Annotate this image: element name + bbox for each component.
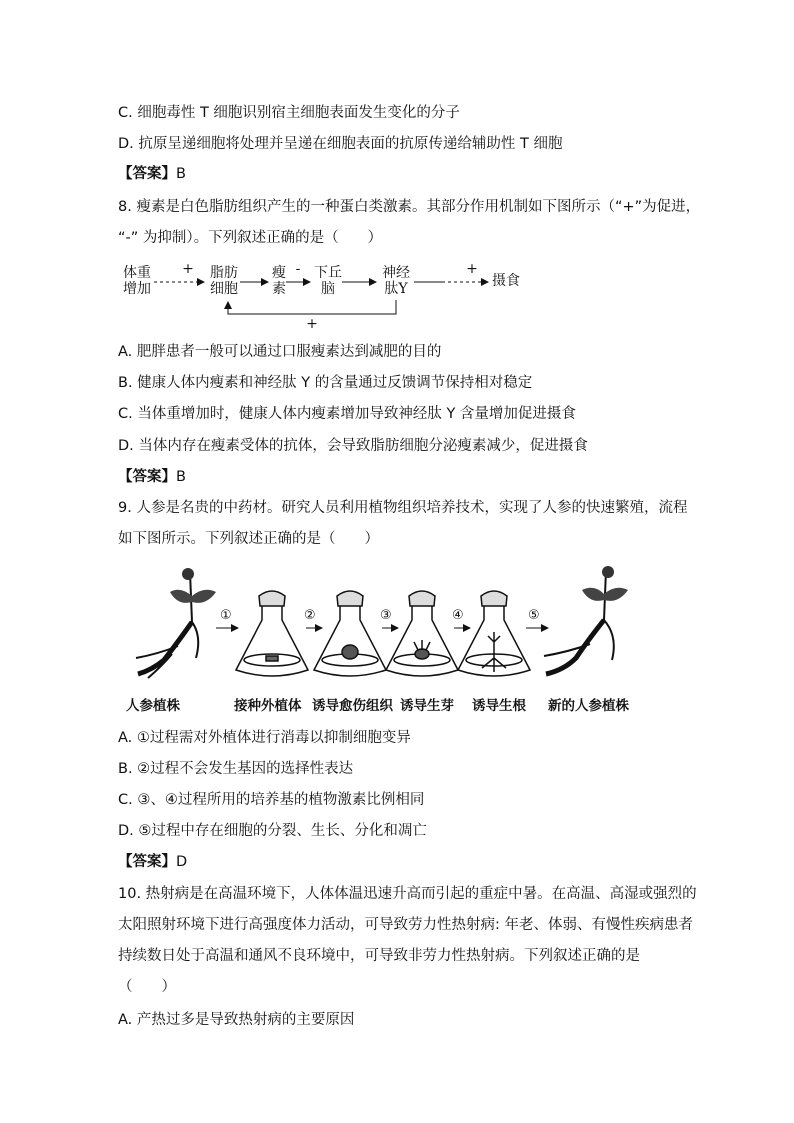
q8-option-c: C. 当体重增加时，健康人体内瘦素增加导致神经肽 Y 含量增加促进摄食 <box>118 406 576 422</box>
sign-promote-1: + <box>182 261 194 277</box>
step-label-1: ① <box>220 608 232 623</box>
feedback-arrow <box>228 300 396 314</box>
flask-callus <box>314 591 386 676</box>
flask-shoot <box>386 591 458 676</box>
node-fat-cell: 脂肪 细胞 <box>210 265 238 297</box>
sign-promote-2: + <box>466 261 478 277</box>
caption-new-plant: 新的人参植株 <box>548 698 629 714</box>
answer-value: B <box>176 166 186 182</box>
node-hypothalamus: 下丘 脑 <box>314 265 342 297</box>
q10-stem-line2: 太阳照射环境下进行高强度体力活动，可导致劳力性热射病: 年老、体弱、有慢性疾病患者 <box>118 917 693 933</box>
q9-option-d: D. ⑤过程中存在细胞的分裂、生长、分化和凋亡 <box>118 823 427 839</box>
caption-induce-root: 诱导生根 <box>472 698 526 714</box>
q10-option-a: A. 产热过多是导致热射病的主要原因 <box>118 1012 355 1028</box>
leptin-mechanism-diagram <box>118 258 538 334</box>
q10-stem-line3: 持续数日处于高温和通风不良环境中，可导致非劳力性热射病。下列叙述正确的是 <box>118 948 640 964</box>
step-label-4: ④ <box>452 608 464 623</box>
step-label-5: ⑤ <box>528 608 540 623</box>
q9-option-b: B. ②过程不会发生基因的选择性表达 <box>118 761 354 777</box>
sign-inhibit: - <box>295 261 301 277</box>
q7-option-c: C. 细胞毒性 T 细胞识别宿主细胞表面发生变化的分子 <box>118 105 460 121</box>
q8-stem-line1: 8. 瘦素是白色脂肪组织产生的一种蛋白类激素。其部分作用机制如下图所示（“+”为促进， <box>118 199 701 215</box>
node-weight-increase: 体重 增加 <box>123 265 151 297</box>
node-leptin: 瘦 素 <box>272 265 286 297</box>
answer-value: D <box>176 854 188 870</box>
q9-option-c: C. ③、④过程所用的培养基的植物激素比例相同 <box>118 792 425 808</box>
caption-ginseng-plant: 人参植株 <box>126 698 180 714</box>
caption-induce-shoot: 诱导生芽 <box>400 698 454 714</box>
culture-process-illustration <box>118 562 678 692</box>
flask-root <box>458 591 530 676</box>
q8-stem-line2: “-” 为抑制）。下列叙述正确的是（ ） <box>118 230 383 246</box>
q8-answer <box>118 467 186 487</box>
step-label-2: ② <box>304 608 316 623</box>
ginseng-plant-left <box>136 568 216 678</box>
node-neuropeptide-y: 神经 肽Y <box>382 265 410 297</box>
q7-answer <box>118 164 186 184</box>
q10-stem-line4: （ ） <box>118 979 176 995</box>
node-feeding: 摄食 <box>492 273 520 289</box>
answer-label: 【答案】 <box>118 166 176 182</box>
q7-option-d: D. 抗原呈递细胞将处理并呈递在细胞表面的抗原传递给辅助性 T 细胞 <box>118 136 563 152</box>
caption-inoculate-explant: 接种外植体 <box>234 698 302 714</box>
q9-stem-line1: 9. 人参是名贵的中药材。研究人员利用植物组织培养技术，实现了人参的快速繁殖，流程 <box>118 500 688 516</box>
q9-option-a: A. ①过程需对外植体进行消毒以抑制细胞变异 <box>118 730 411 746</box>
answer-label: 【答案】 <box>118 854 176 870</box>
answer-label: 【答案】 <box>118 469 176 485</box>
q8-option-b: B. 健康人体内瘦素和神经肽 Y 的含量通过反馈调节保持相对稳定 <box>118 375 533 391</box>
sign-promote-3: + <box>306 316 318 332</box>
q9-stem-line2: 如下图所示。下列叙述正确的是（ ） <box>118 531 379 547</box>
caption-induce-callus: 诱导愈伤组织 <box>312 698 393 714</box>
flask-inoculate-explant <box>236 591 308 676</box>
q8-option-d: D. 当体内存在瘦素受体的抗体，会导致脂肪细胞分泌瘦素减少，促进摄食 <box>118 438 588 454</box>
ginseng-plant-right <box>544 566 628 674</box>
step-label-3: ③ <box>380 608 392 623</box>
answer-value: B <box>176 469 186 485</box>
q8-option-a: A. 肥胖患者一般可以通过口服瘦素达到减肥的目的 <box>118 344 442 360</box>
q9-answer <box>118 852 187 872</box>
q10-stem-line1: 10. 热射病是在高温环境下，人体体温迅速升高而引起的重症中暑。在高温、高湿或强烈的 <box>118 886 697 902</box>
